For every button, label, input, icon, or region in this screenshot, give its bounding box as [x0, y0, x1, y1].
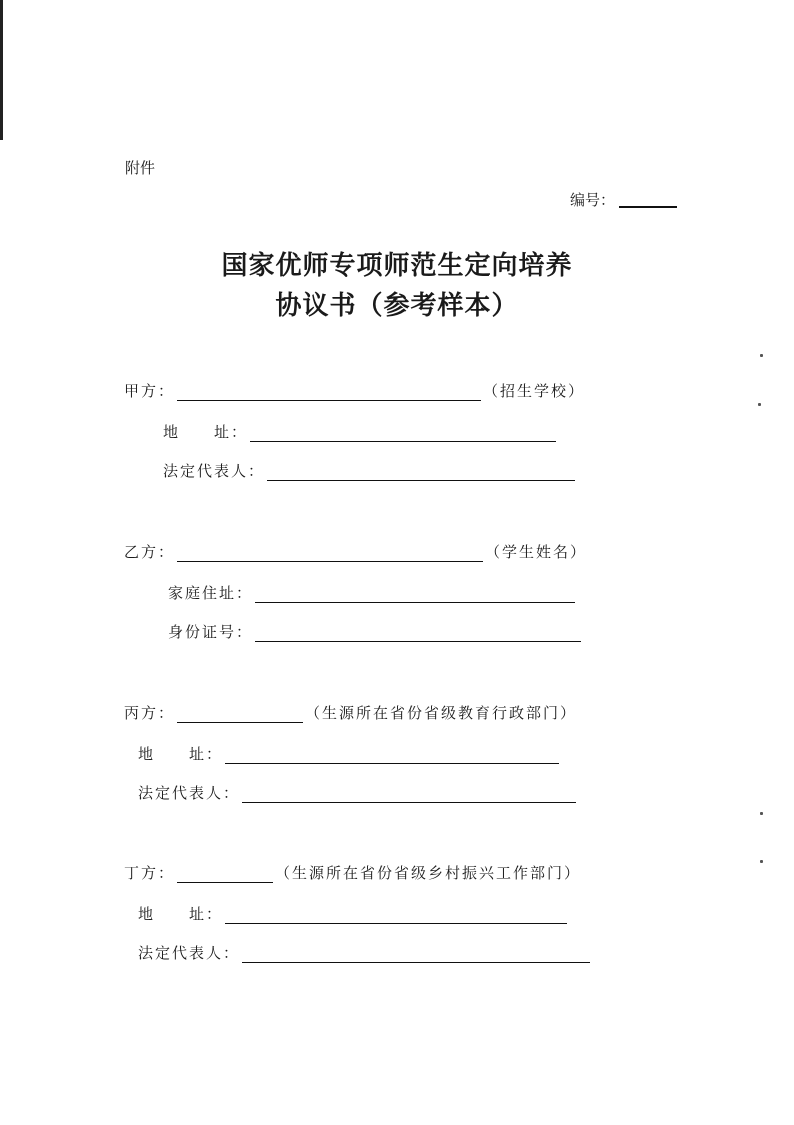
party-d-address-row	[138, 903, 569, 924]
party-d-note: （生源所在省份省级乡村振兴工作部门）	[275, 864, 582, 882]
document-title-line2: 协议书（参考样本）	[275, 291, 519, 321]
document-title-line1: 国家优师专项师范生定向培养	[221, 251, 573, 281]
party-c-address-blank[interactable]	[225, 749, 559, 764]
scan-edge-mark	[0, 0, 3, 140]
party-b-label: 乙方：	[124, 543, 176, 561]
scan-speck	[760, 354, 763, 357]
party-a-address-blank[interactable]	[250, 427, 556, 442]
party-b-id-blank[interactable]	[255, 627, 581, 642]
party-c-rep-blank[interactable]	[242, 788, 576, 803]
party-a-row	[124, 380, 585, 401]
party-d-address-label: 地 址：	[138, 905, 224, 923]
party-c-note: （生源所在省份省级教育行政部门）	[305, 704, 578, 722]
party-d-blank[interactable]	[177, 868, 273, 883]
party-d-label: 丁方：	[124, 864, 176, 882]
serial-number-blank[interactable]	[619, 194, 677, 208]
scan-speck	[760, 812, 763, 815]
serial-number-field	[570, 189, 677, 210]
party-a-rep-row	[163, 460, 577, 481]
party-b-home-blank[interactable]	[255, 588, 575, 603]
party-b-home-label: 家庭住址：	[168, 584, 254, 602]
party-c-address-label: 地 址：	[138, 745, 224, 763]
scan-speck	[758, 403, 761, 406]
party-b-home-row	[168, 582, 577, 603]
party-b-blank[interactable]	[177, 547, 483, 562]
party-d-row	[124, 862, 581, 883]
party-b-id-label: 身份证号：	[168, 623, 254, 641]
attachment-label: 附件	[125, 159, 156, 177]
party-c-row	[124, 702, 577, 723]
party-a-address-label: 地 址：	[163, 423, 249, 441]
serial-number-label: 编号：	[570, 191, 616, 209]
party-b-note: （学生姓名）	[485, 543, 588, 561]
party-c-address-row	[138, 743, 561, 764]
party-a-label: 甲方：	[124, 382, 176, 400]
party-a-blank[interactable]	[177, 386, 481, 401]
party-d-rep-label: 法定代表人：	[138, 944, 241, 962]
party-c-blank[interactable]	[177, 708, 303, 723]
party-d-address-blank[interactable]	[225, 909, 567, 924]
party-c-rep-row	[138, 782, 578, 803]
party-a-address-row	[163, 421, 558, 442]
party-d-rep-row	[138, 942, 592, 963]
party-c-label: 丙方：	[124, 704, 176, 722]
party-a-rep-label: 法定代表人：	[163, 462, 266, 480]
scan-speck	[760, 860, 763, 863]
party-b-row	[124, 541, 587, 562]
party-a-rep-blank[interactable]	[267, 466, 575, 481]
party-b-id-row	[168, 621, 583, 642]
party-c-rep-label: 法定代表人：	[138, 784, 241, 802]
party-a-note: （招生学校）	[483, 382, 586, 400]
party-d-rep-blank[interactable]	[242, 948, 590, 963]
